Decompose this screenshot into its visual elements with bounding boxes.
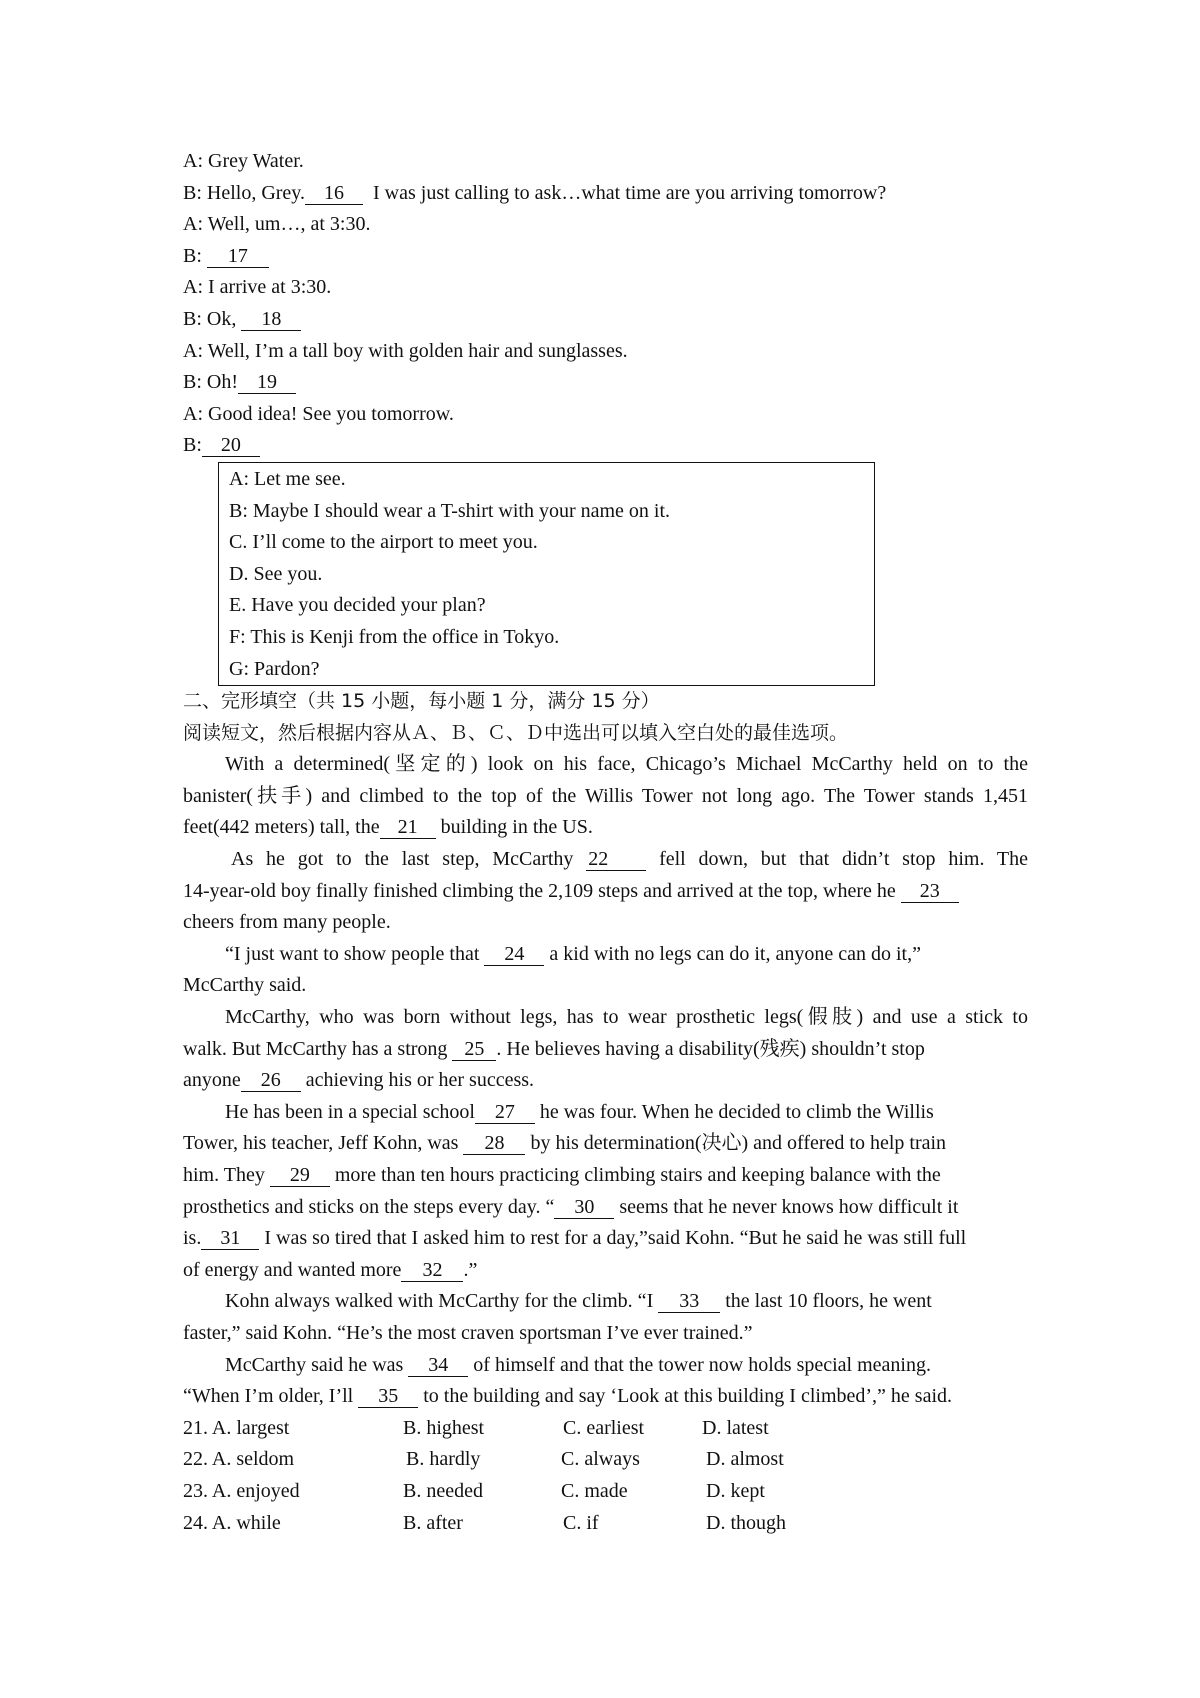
exam-page (183, 146, 1028, 1539)
blank-21[interactable]: 21 (380, 816, 436, 839)
blank-19[interactable]: 19 (238, 371, 296, 394)
passage-line (183, 812, 1028, 844)
blank-34[interactable]: 34 (408, 1354, 468, 1377)
passage-text: more than ten hours practicing climbing stairs and keeping balance with the (329, 1164, 941, 1186)
passage-text: him. They (183, 1164, 270, 1186)
blank-33[interactable]: 33 (658, 1290, 720, 1313)
question-row (183, 1508, 1028, 1540)
passage-line (183, 1223, 1028, 1255)
dialogue-text: A: Good idea! See you tomorrow. (183, 402, 454, 425)
dialogue-text: A: I arrive at 3:30. (183, 276, 332, 299)
option-b[interactable]: B. needed (403, 1479, 483, 1502)
passage-line: cheers from many people. (183, 911, 391, 934)
option-c[interactable]: C. always (561, 1448, 640, 1471)
blank-23[interactable]: 23 (901, 880, 959, 903)
passage-line (183, 1255, 1028, 1287)
passage-text: is. (183, 1227, 202, 1250)
passage-text: of energy and wanted more (183, 1258, 402, 1281)
question-row (183, 1444, 1028, 1476)
passage-text: achieving his or her success. (300, 1069, 535, 1092)
passage-line (183, 1350, 1028, 1382)
passage-line (183, 1286, 1028, 1318)
dialogue-line (183, 367, 1028, 399)
dialogue-line (183, 178, 1028, 210)
passage-line (183, 844, 1028, 876)
passage-text: of himself and that the tower now holds special meaning. (468, 1353, 931, 1376)
passage-line (183, 1002, 1028, 1034)
passage-text: fell down, but that didn’t stop him. The (646, 848, 1028, 871)
blank-20[interactable]: 20 (202, 434, 260, 457)
blank-25[interactable]: 25 (452, 1038, 496, 1061)
passage-line (183, 1160, 1028, 1192)
dialogue-text: A: Grey Water. (183, 150, 304, 172)
passage-line (183, 1097, 1028, 1129)
passage-text: “When I’m older, I’ll (183, 1385, 359, 1408)
option-a[interactable]: 23. A. enjoyed (183, 1479, 300, 1502)
passage-line (183, 939, 1028, 971)
passage-text: a kid with no legs can do it, anyone can do it,” (544, 942, 921, 965)
dialogue-line (183, 399, 1028, 431)
option-item: B: Maybe I should wear a T-shirt with your name on it. (229, 499, 671, 522)
options-box (218, 462, 875, 686)
passage-text: walk. But McCarthy has a strong (183, 1037, 453, 1060)
blank-29[interactable]: 29 (270, 1164, 330, 1187)
option-d[interactable]: D. latest (702, 1416, 769, 1439)
dialogue-text: A: Well, um…, at 3:30. (183, 213, 371, 236)
blank-22[interactable]: 22 (586, 848, 646, 871)
blank-16[interactable]: 16 (305, 182, 363, 205)
dialogue-text: I was just calling to ask…what time are you arriving tomorrow? (363, 181, 887, 204)
section-heading: 二、完形填空（共 15 小题，每小题 1 分，满分 15 分） (183, 690, 660, 713)
blank-35[interactable]: 35 (358, 1385, 418, 1408)
passage-text: 14-year-old boy finally finished climbing the 2,109 steps and arrived at the top, where he (183, 879, 901, 902)
passage-line (183, 1034, 1028, 1066)
passage-text: to the building and say ‘Look at this building I climbed’,” he said. (418, 1385, 953, 1408)
blank-32[interactable]: 32 (401, 1259, 463, 1282)
passage-line (183, 1192, 1028, 1224)
option-a[interactable]: 22. A. seldom (183, 1448, 295, 1471)
passage-line (183, 781, 1028, 813)
question-options (183, 1413, 1028, 1539)
passage-text: building in the US. (435, 816, 593, 839)
blank-31[interactable]: 31 (201, 1227, 259, 1250)
passage-line (183, 749, 1028, 781)
blank-17[interactable]: 17 (207, 245, 269, 268)
passage-text: Tower, his teacher, Jeff Kohn, was (183, 1132, 464, 1155)
blank-18[interactable]: 18 (241, 308, 301, 331)
dialogue-text: B: (183, 244, 207, 267)
option-d[interactable]: D. though (706, 1511, 786, 1534)
option-item: E. Have you decided your plan? (229, 594, 486, 617)
passage-text: Kohn always walked with McCarthy for the climb. “I (225, 1290, 659, 1313)
option-item: D. See you. (229, 562, 323, 585)
blank-26[interactable]: 26 (241, 1069, 301, 1092)
dialogue-text: B: Oh! (183, 371, 238, 394)
blank-24[interactable]: 24 (484, 943, 544, 966)
passage-text: seems that he never knows how difficult it (614, 1195, 959, 1218)
passage-text: . He believes having a disability(残疾) shouldn’t stop (496, 1037, 925, 1060)
passage-text: .” (463, 1258, 478, 1281)
option-item: A: Let me see. (229, 467, 346, 490)
passage-line (183, 1381, 1028, 1413)
passage-text: “I just want to show people that (225, 942, 485, 965)
passage-text: McCarthy, who was born without legs, has to wear prosthetic legs(假肢) and use a stick to (225, 1006, 1028, 1029)
dialogue (183, 146, 1028, 462)
passage-line (183, 1065, 1028, 1097)
dialogue-line (183, 209, 1028, 241)
dialogue-line (183, 430, 1028, 462)
passage-text: the last 10 floors, he went (720, 1290, 932, 1313)
option-item: F: This is Kenji from the office in Tokyo. (229, 625, 560, 648)
dialogue-text: A: Well, I’m a tall boy with golden hair and sunglasses. (183, 339, 628, 362)
question-row (183, 1476, 1028, 1508)
passage-text: As he got to the last step, McCarthy (231, 848, 587, 871)
section-instruction: 阅读短文，然后根据内容从Ａ、Ｂ、Ｃ、Ｄ中选出可以填入空白处的最佳选项。 (183, 721, 849, 744)
blank-30[interactable]: 30 (554, 1196, 614, 1219)
option-a[interactable]: 24. A. while (183, 1511, 281, 1534)
passage-text: prosthetics and sticks on the steps every day. “ (183, 1195, 555, 1218)
passage-line: faster,” said Kohn. “He’s the most craven sportsman I’ve ever trained.” (183, 1321, 753, 1344)
passage (183, 749, 1028, 1412)
dialogue-text: B: Ok, (183, 307, 242, 330)
option-c[interactable]: C. if (563, 1511, 599, 1534)
option-item: C. I’ll come to the airport to meet you. (229, 531, 538, 554)
option-a[interactable]: 21. A. largest (183, 1416, 290, 1439)
dialogue-line (183, 241, 1028, 273)
dialogue-text: B: Hello, Grey. (183, 181, 306, 204)
dialogue-line (183, 146, 1028, 178)
passage-text: He has been in a special school (225, 1100, 475, 1123)
passage-text: I was so tired that I asked him to rest for a day,”said Kohn. “But he said he was still full (259, 1227, 967, 1250)
passage-line (183, 1128, 1028, 1160)
blank-28[interactable]: 28 (463, 1132, 525, 1155)
passage-text: banister(扶手) and climbed to the top of the Willis Tower not long ago. The Tower stands 1,451 (183, 784, 1028, 807)
passage-line (183, 876, 1028, 908)
option-item: G: Pardon? (229, 657, 320, 680)
passage-line: McCarthy said. (183, 974, 307, 997)
passage-text: he was four. When he decided to climb the Willis (534, 1100, 934, 1123)
passage-text: McCarthy said he was (225, 1353, 409, 1376)
dialogue-line (183, 336, 1028, 368)
option-d[interactable]: D. kept (706, 1479, 765, 1502)
dialogue-line (183, 304, 1028, 336)
passage-text: feet(442 meters) tall, the (183, 816, 380, 839)
passage-text: anyone (183, 1069, 241, 1092)
option-c[interactable]: C. earliest (563, 1416, 645, 1439)
option-d[interactable]: D. almost (706, 1448, 784, 1471)
dialogue-line (183, 272, 1028, 304)
option-b[interactable]: B. after (403, 1511, 463, 1534)
dialogue-text: B: (183, 434, 202, 457)
option-b[interactable]: B. hardly (406, 1448, 481, 1471)
option-c[interactable]: C. made (561, 1479, 628, 1502)
question-row (183, 1413, 1028, 1445)
option-b[interactable]: B. highest (403, 1416, 485, 1439)
blank-27[interactable]: 27 (475, 1101, 535, 1124)
passage-text: With a determined(坚定的) look on his face, Chicago’s Michael McCarthy held on to the (225, 753, 1028, 776)
passage-text: by his determination(决心) and offered to help train (525, 1132, 947, 1155)
